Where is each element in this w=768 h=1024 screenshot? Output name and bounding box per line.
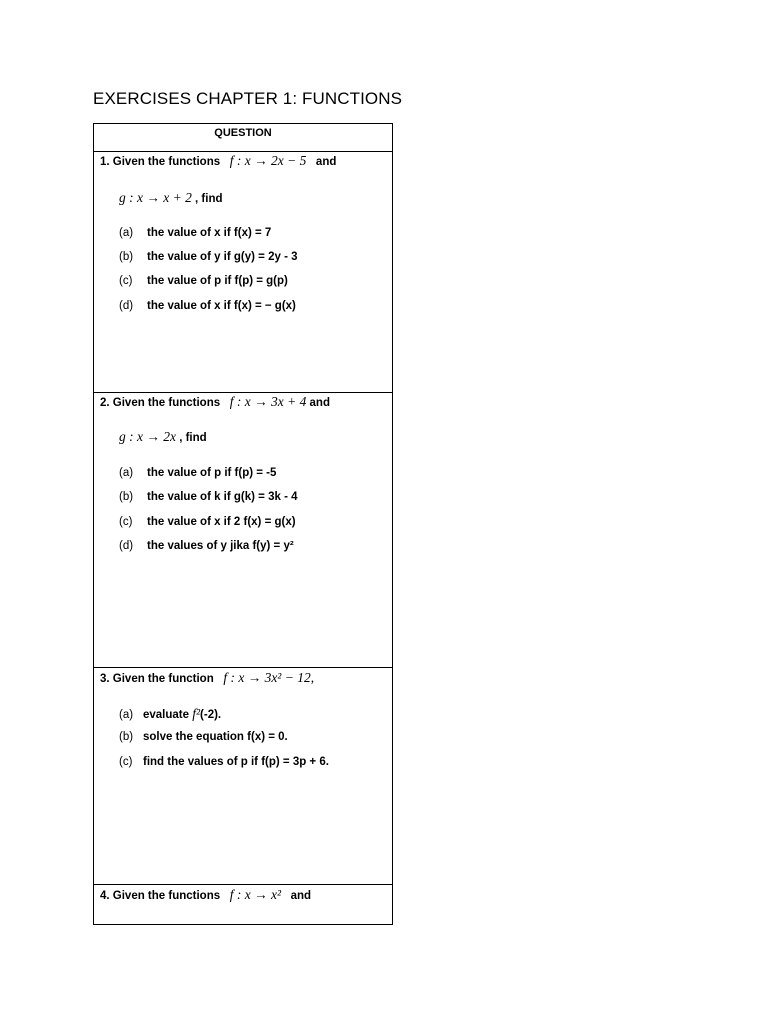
q1-lead-line xyxy=(100,153,336,169)
q1-part-b xyxy=(119,251,298,263)
q2-part-d xyxy=(119,540,294,552)
q1-f-expression: f : x → 2x − 5 xyxy=(229,153,307,168)
q1-find: , find xyxy=(195,193,223,205)
q3-part-a-math: f² xyxy=(192,706,201,721)
q2-part-b-text: the value of k if g(k) = 3k - 4 xyxy=(147,491,298,503)
q2-part-c-text: the value of x if 2 f(x) = g(x) xyxy=(147,516,296,528)
q3-part-b-text: solve the equation f(x) = 0. xyxy=(143,731,288,743)
page-title: EXERCISES CHAPTER 1: FUNCTIONS xyxy=(93,89,403,108)
question-table xyxy=(93,123,393,925)
q1-part-b-label: (b) xyxy=(119,251,134,263)
question-3 xyxy=(94,668,392,885)
q2-lead: 2. Given the functions xyxy=(100,397,221,409)
q2-part-b-label: (b) xyxy=(119,491,134,503)
q2-part-a-text: the value of p if f(p) = -5 xyxy=(147,467,277,479)
q1-part-c-text: the value of p if f(p) = g(p) xyxy=(147,275,288,287)
q2-g-line xyxy=(119,429,207,445)
q2-part-d-text: the values of y jika f(y) = y² xyxy=(147,540,294,552)
q3-part-a-pre: evaluate xyxy=(143,709,190,721)
q1-g-line xyxy=(119,190,223,206)
q2-and: and xyxy=(309,397,330,409)
q1-part-a xyxy=(119,227,271,239)
table-header: QUESTION xyxy=(94,124,392,152)
q1-part-d-label: (d) xyxy=(119,300,134,312)
q3-part-c-label: (c) xyxy=(119,756,133,768)
q1-g-expression: g : x → x + 2 xyxy=(119,190,192,205)
q3-part-a xyxy=(119,706,221,722)
question-1 xyxy=(94,152,392,393)
q1-part-a-label: (a) xyxy=(119,227,134,239)
q2-g-expression: g : x → 2x xyxy=(119,429,176,444)
q2-part-a xyxy=(119,467,276,479)
q4-lead-line xyxy=(100,887,311,903)
q3-lead-line xyxy=(100,670,314,686)
q1-part-c xyxy=(119,275,288,287)
q1-and: and xyxy=(315,156,337,168)
q1-part-d xyxy=(119,300,296,312)
q3-comma: , xyxy=(310,670,315,685)
q3-lead: 3. Given the function xyxy=(100,673,214,685)
q4-f-expression: f : x → x² xyxy=(229,887,282,902)
q2-f-expression: f : x → 3x + 4 xyxy=(229,394,307,409)
question-4 xyxy=(94,885,392,924)
q2-lead-line xyxy=(100,394,330,410)
q4-lead: 4. Given the functions xyxy=(100,890,221,902)
q2-part-b xyxy=(119,491,298,503)
question-2 xyxy=(94,393,392,668)
q1-part-d-text: the value of x if f(x) = − g(x) xyxy=(147,300,296,312)
q3-part-a-label: (a) xyxy=(119,709,134,721)
q3-part-c xyxy=(119,756,329,768)
q3-part-b xyxy=(119,731,288,743)
q2-part-c xyxy=(119,516,296,528)
q1-lead: 1. Given the functions xyxy=(100,156,221,168)
q1-part-b-text: the value of y if g(y) = 2y - 3 xyxy=(147,251,298,263)
q3-part-a-post: (-2). xyxy=(200,709,222,721)
q3-part-c-text: find the values of p if f(p) = 3p + 6. xyxy=(143,756,329,768)
q3-part-b-label: (b) xyxy=(119,731,134,743)
q2-find: , find xyxy=(179,432,207,444)
q1-part-a-text: the value of x if f(x) = 7 xyxy=(147,227,272,239)
q1-part-c-label: (c) xyxy=(119,275,133,287)
q4-and: and xyxy=(290,890,312,902)
q3-f-expression: f : x → 3x² − 12 xyxy=(223,670,311,685)
q2-part-c-label: (c) xyxy=(119,516,133,528)
q2-part-d-label: (d) xyxy=(119,540,134,552)
q2-part-a-label: (a) xyxy=(119,467,134,479)
